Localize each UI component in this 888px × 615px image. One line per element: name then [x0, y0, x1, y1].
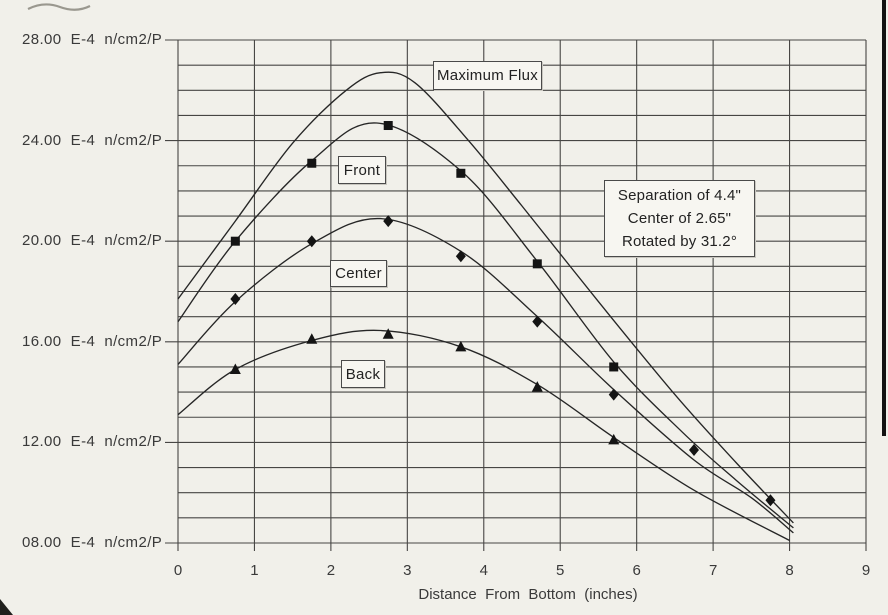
- curve-label-back: Back: [341, 360, 385, 388]
- scan-edge-line-right: [882, 0, 886, 436]
- curve-label-front: Front: [338, 156, 386, 184]
- center-data-point: [609, 389, 619, 401]
- annotation-line-rotated: Rotated by 31.2°: [621, 233, 738, 250]
- front-data-point: [609, 362, 618, 371]
- back-data-point: [230, 363, 241, 374]
- front-data-point: [307, 159, 316, 168]
- x-axis-title: Distance From Bottom (inches): [418, 586, 638, 603]
- data-points: [230, 121, 776, 506]
- scan-smudge-top-left: [28, 4, 90, 9]
- center-data-point: [383, 215, 393, 227]
- y-axis-label: 28.00 E-4 n/cm2/P: [22, 31, 163, 49]
- curves: [178, 72, 793, 540]
- front-data-point: [533, 259, 542, 268]
- center-data-point: [230, 293, 240, 305]
- x-axis-tick-label: 9: [861, 562, 871, 579]
- x-axis-tick-label: 4: [479, 562, 488, 579]
- x-axis-tick-label: 2: [326, 562, 336, 579]
- center-data-point: [532, 316, 542, 328]
- back-data-point: [306, 333, 317, 344]
- annotation-box: [604, 180, 755, 257]
- y-axis-label: 16.00 E-4 n/cm2/P: [22, 332, 163, 350]
- y-axis-label: 24.00 E-4 n/cm2/P: [22, 131, 163, 149]
- y-axis-label: 12.00 E-4 n/cm2/P: [22, 433, 163, 451]
- center-data-point: [456, 250, 466, 262]
- front-data-point: [456, 169, 465, 178]
- annotation-line-center: Center of 2.65": [627, 210, 732, 227]
- front-data-point: [384, 121, 393, 130]
- x-axis-tick-label: 0: [173, 562, 183, 579]
- annotation-line-separation: Separation of 4.4": [617, 187, 742, 204]
- center-curve: [178, 219, 793, 533]
- scan-mark-bottom-left: [0, 599, 13, 615]
- x-axis-tick-label: 8: [785, 562, 794, 579]
- x-axis-tick-label: 6: [632, 562, 641, 579]
- x-axis-tick-label: 5: [556, 562, 565, 579]
- x-axis-tick-label: 1: [250, 562, 259, 579]
- front-data-point: [231, 237, 240, 246]
- x-axis-tick-label: 7: [708, 562, 718, 579]
- x-axis-tick-label: 3: [403, 562, 412, 579]
- y-axis-label: 20.00 E-4 n/cm2/P: [22, 232, 163, 250]
- curve-label-center: Center: [330, 260, 387, 287]
- maximum-flux-curve: [178, 72, 793, 523]
- curve-label-maximum-flux: Maximum Flux: [433, 61, 542, 90]
- y-axis-label: 08.00 E-4 n/cm2/P: [22, 534, 163, 552]
- back-data-point: [383, 328, 394, 339]
